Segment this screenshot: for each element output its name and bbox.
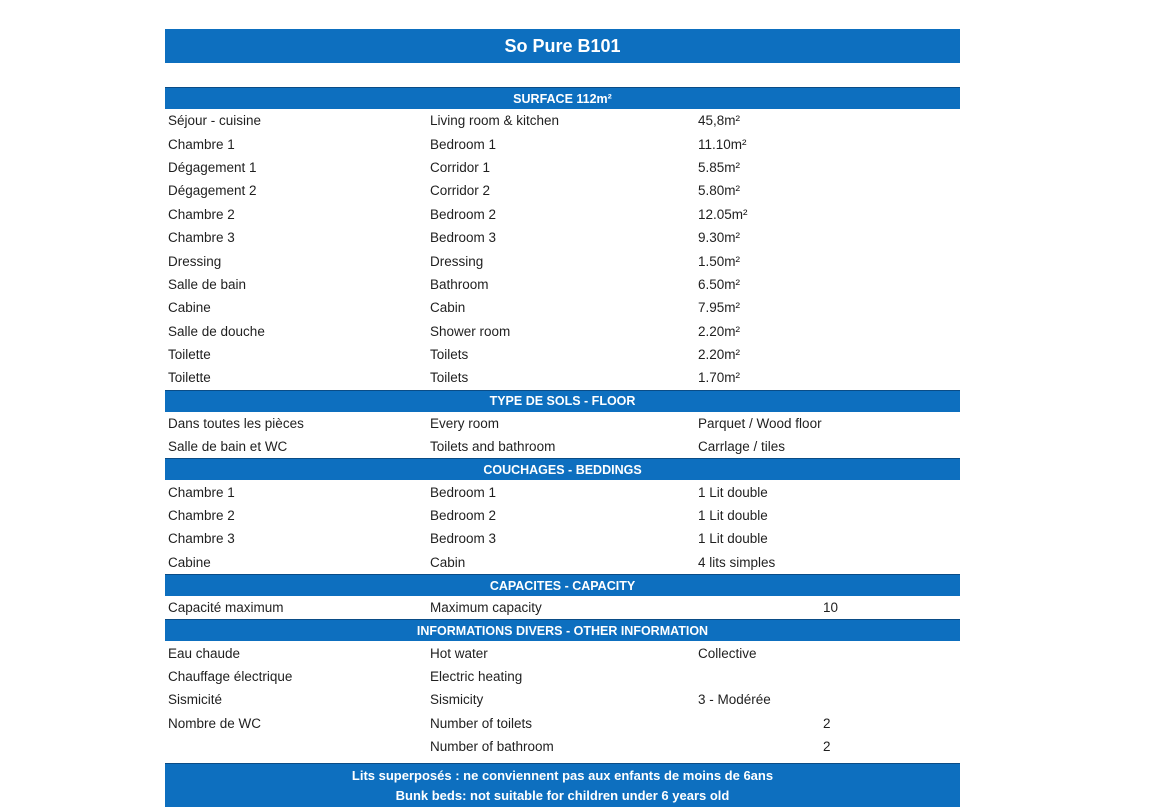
cell-number: 10	[823, 600, 839, 616]
cell-label-fr: Eau chaude	[168, 645, 241, 661]
section	[165, 390, 960, 459]
table-row	[165, 366, 960, 389]
cell-value: 1 Lit double	[698, 484, 768, 500]
section-header: CAPACITES - CAPACITY	[165, 574, 960, 596]
cell-value: 5.80m²	[698, 183, 741, 199]
table-row	[165, 435, 960, 458]
cell-number: 2	[823, 715, 831, 731]
cell-label-fr: Nombre de WC	[168, 715, 262, 731]
spec-sheet	[165, 29, 960, 807]
cell-value: Carrlage / tiles	[698, 439, 786, 455]
cell-label-fr: Chambre 3	[168, 531, 235, 547]
cell-label-en: Maximum capacity	[430, 600, 542, 616]
cell-label-fr: Chauffage électrique	[168, 669, 293, 684]
cell-value: 7.95m²	[698, 300, 741, 316]
cell-label-en: Hot water	[430, 645, 488, 661]
cell-value: 5.85m²	[698, 159, 741, 175]
title-bar	[165, 29, 960, 63]
cell-value: 1 Lit double	[698, 508, 768, 524]
section	[165, 458, 960, 574]
table-row	[165, 249, 960, 272]
cell-number: 2	[823, 739, 831, 755]
cell-label-fr: Chambre 3	[168, 230, 235, 246]
cell-label-fr: Dégagement 2	[168, 183, 257, 199]
section	[165, 619, 960, 758]
cell-label-en: Number of bathroom	[430, 739, 554, 755]
cell-label-en: Bedroom 3	[430, 230, 497, 246]
cell-value: 9.30m²	[698, 230, 741, 246]
cell-label-fr: Capacité maximum	[168, 600, 284, 616]
cell-label-en: Bedroom 2	[430, 206, 497, 222]
table-row	[165, 412, 960, 435]
cell-label-fr: Dégagement 1	[168, 159, 257, 175]
cell-label-en: Corridor 2	[430, 183, 491, 199]
cell-label-fr: Chambre 2	[168, 206, 235, 222]
cell-value: 11.10m²	[698, 136, 747, 152]
cell-value: 4 lits simples	[698, 554, 776, 570]
cell-label-en: Every room	[430, 415, 500, 431]
cell-label-en: Bedroom 1	[430, 484, 497, 500]
cell-label-en: Bedroom 3	[430, 531, 497, 547]
cell-label-fr: Chambre 2	[168, 508, 235, 524]
cell-label-en: Toilets and bathroom	[430, 439, 556, 455]
table-row	[165, 712, 960, 735]
cell-label-en: Cabin	[430, 300, 466, 316]
footer-line-en: Bunk beds: not suitable for children under 6 years old	[395, 787, 730, 803]
table-row	[165, 132, 960, 155]
footer-note	[165, 763, 960, 807]
cell-label-en: Toilets	[430, 347, 469, 363]
cell-value: 6.50m²	[698, 276, 741, 292]
cell-label-fr: Salle de douche	[168, 323, 265, 339]
cell-label-fr: Chambre 1	[168, 484, 235, 500]
cell-label-en: Number of toilets	[430, 715, 533, 731]
cell-label-en: Sismicity	[430, 692, 484, 708]
page-title: So Pure B101	[504, 35, 621, 56]
table-row	[165, 641, 960, 664]
cell-value: Parquet / Wood floor	[698, 415, 822, 431]
section	[165, 574, 960, 619]
section-header: INFORMATIONS DIVERS - OTHER INFORMATION	[165, 619, 960, 641]
cell-label-fr: Dressing	[168, 253, 222, 269]
cell-label-fr: Cabine	[168, 300, 211, 316]
cell-label-en: Toilets	[430, 370, 469, 386]
table-row	[165, 226, 960, 249]
table-row	[165, 273, 960, 296]
table-row	[165, 596, 960, 619]
cell-label-fr: Sismicité	[168, 692, 223, 708]
footer-line-fr: Lits superposés : ne conviennent pas aux enfants de moins de 6ans	[351, 767, 774, 783]
table-row	[165, 527, 960, 550]
cell-label-en: Bedroom 1	[430, 136, 497, 152]
cell-label-fr: Séjour - cuisine	[168, 113, 262, 129]
table-row	[165, 665, 960, 688]
table-row	[165, 735, 960, 758]
cell-label-fr: Salle de bain et WC	[168, 439, 288, 455]
table-row	[165, 343, 960, 366]
table-row	[165, 504, 960, 527]
cell-label-fr: Cabine	[168, 554, 211, 570]
cell-label-fr: Salle de bain	[168, 276, 247, 292]
cell-label-fr: Toilette	[168, 347, 211, 363]
cell-label-fr: Dans toutes les pièces	[168, 415, 304, 431]
table-row	[165, 688, 960, 711]
sections	[165, 87, 960, 758]
cell-label-en: Dressing	[430, 253, 484, 269]
table-row	[165, 296, 960, 319]
cell-label-fr: Toilette	[168, 370, 211, 386]
table-row	[165, 179, 960, 202]
section-header: COUCHAGES - BEDDINGS	[165, 458, 960, 480]
cell-value: 2.20m²	[698, 347, 741, 363]
cell-value: Collective	[698, 645, 757, 661]
table-row	[165, 109, 960, 132]
table-row	[165, 551, 960, 574]
cell-label-en: Bathroom	[430, 276, 489, 292]
cell-label-fr: Chambre 1	[168, 136, 235, 152]
cell-value: 45,8m²	[698, 113, 741, 129]
table-row	[165, 156, 960, 179]
cell-label-en: Bedroom 2	[430, 508, 497, 524]
cell-label-en: Electric heating	[430, 669, 523, 684]
cell-value: 1 Lit double	[698, 531, 768, 547]
section	[165, 87, 960, 390]
table-row	[165, 203, 960, 226]
cell-value: 12.05m²	[698, 206, 748, 222]
section-header: TYPE DE SOLS - FLOOR	[165, 390, 960, 412]
cell-value: 3 - Modérée	[698, 692, 771, 708]
cell-label-en: Cabin	[430, 554, 466, 570]
cell-value: 1.70m²	[698, 370, 741, 386]
cell-value: 1.50m²	[698, 253, 741, 269]
cell-label-en: Corridor 1	[430, 159, 491, 175]
cell-label-en: Living room & kitchen	[430, 113, 560, 129]
cell-value: 2.20m²	[698, 323, 741, 339]
cell-label-en: Shower room	[430, 323, 511, 339]
table-row	[165, 480, 960, 503]
table-row	[165, 320, 960, 343]
section-header: SURFACE 112m²	[165, 87, 960, 109]
